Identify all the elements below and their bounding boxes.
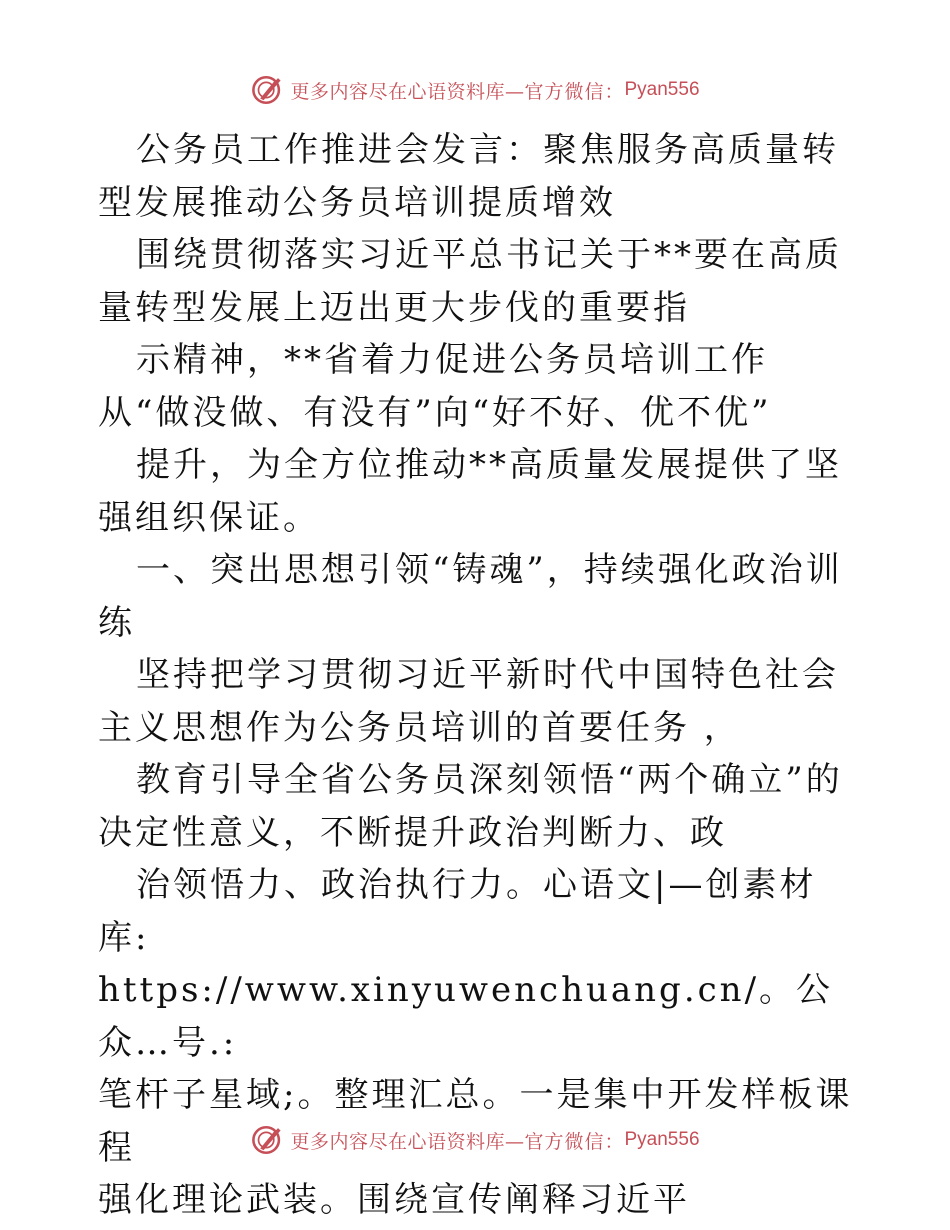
paragraph: 笔杆子星域;。整理汇总。一是集中开发样板课程: [98, 1075, 853, 1168]
paragraph: 示精神，**省着力促进公务员培训工作从“做没做、有没有”向“好不好、优不优”: [98, 340, 772, 433]
paragraph-url: https://www.xinyuwenchuang.cn/。公众…号.:: [98, 970, 834, 1063]
header-banner: [0, 70, 950, 110]
logo-icon: [250, 73, 284, 107]
paragraph: 强化理论武装。围绕宣传阐释习近平: [98, 1180, 690, 1220]
header-wechat-label: 官方微信：: [524, 80, 625, 103]
logo-icon: [250, 1123, 284, 1157]
paragraph: 坚持把学习贯彻习近平新时代中国特色社会主义思想作为公务员培训的首要任务 ，: [98, 655, 839, 748]
paragraph: 教育引导全省公务员深刻领悟“两个确立”的决定性意义，不断提升政治判断力、政: [98, 760, 843, 853]
paragraph: 提升，为全方位推动**高质量发展提供了坚强组织保证。: [98, 445, 842, 538]
header-wechat-id: Pyan556: [624, 79, 700, 100]
footer-wechat-label: 官方微信：: [524, 1130, 625, 1153]
footer-wechat-id: Pyan556: [624, 1129, 700, 1150]
footer-banner: [0, 1120, 950, 1160]
document-title: 公务员工作推进会发言：聚焦服务高质量转型发展推动公务员培训提质增效: [98, 130, 839, 223]
footer-banner-text: 更多内容尽在心语资料库—: [290, 1130, 525, 1153]
document-body: [98, 124, 858, 1227]
section-heading: 一、突出思想引领“铸魂”，持续强化政治训练: [98, 550, 843, 643]
paragraph: 围绕贯彻落实习近平总书记关于**要在高质量转型发展上迈出更大步伐的重要指: [98, 235, 842, 328]
header-banner-text: 更多内容尽在心语资料库—: [290, 80, 525, 103]
paragraph: 治领悟力、政治执行力。心语文|—创素材库:: [98, 865, 817, 958]
